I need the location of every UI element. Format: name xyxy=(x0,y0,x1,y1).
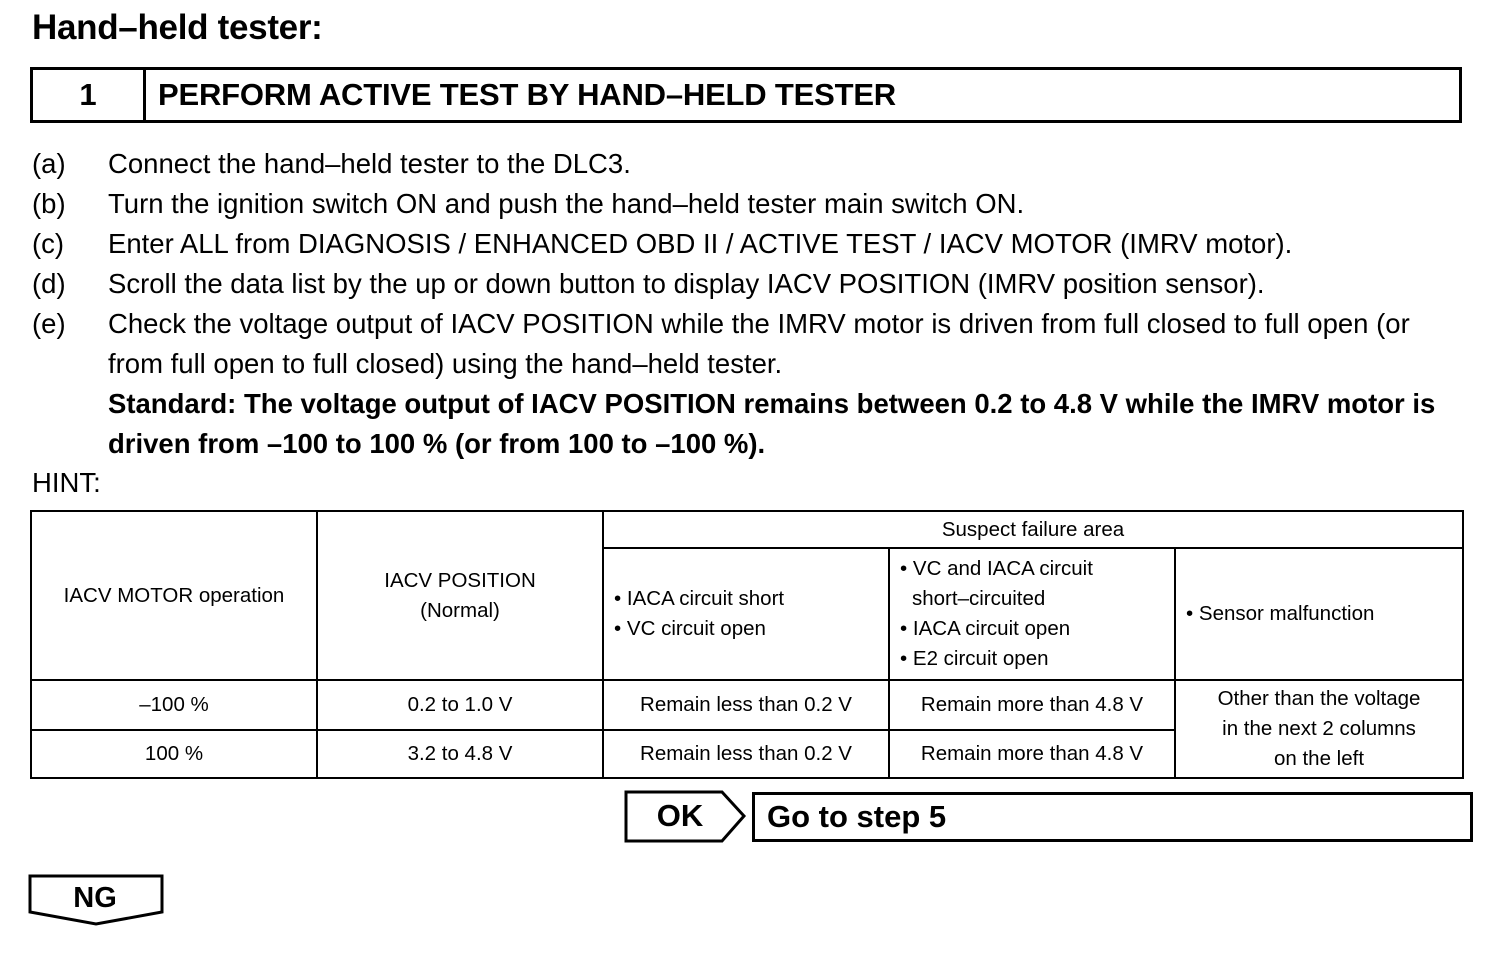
instruction-text: Turn the ignition switch ON and push the hand–held tester main switch ON. xyxy=(108,188,1025,219)
ok-destination: Go to step 5 xyxy=(752,792,1473,842)
cell-suspect-a: Remain less than 0.2 V xyxy=(603,730,889,778)
suspect-b-item: • IACA circuit open xyxy=(900,617,1071,640)
suspect-col-a xyxy=(603,548,889,680)
instruction-text: Connect the hand–held tester to the DLC3. xyxy=(108,148,631,179)
instruction-label: (b) xyxy=(32,188,66,219)
cell-position: 0.2 to 1.0 V xyxy=(317,680,603,730)
instruction-e xyxy=(32,304,1472,464)
ok-label: OK xyxy=(656,798,704,833)
header-iacv-position-line1: IACV POSITION xyxy=(384,568,536,592)
suspect-b-item-cont: short–circuited xyxy=(912,587,1046,610)
instruction-label: (a) xyxy=(32,148,66,179)
cell-operation: 100 % xyxy=(31,730,317,778)
instruction-b xyxy=(32,184,1472,224)
step-title: PERFORM ACTIVE TEST BY HAND–HELD TESTER xyxy=(158,77,896,112)
hint-label: HINT: xyxy=(32,467,101,498)
instruction-text: Enter ALL from DIAGNOSIS / ENHANCED OBD II / ACTIVE TEST / IACV MOTOR (IMRV motor). xyxy=(108,228,1293,259)
instruction-a xyxy=(32,144,1472,184)
instruction-text: Scroll the data list by the up or down button to display IACV POSITION (IMRV position sensor). xyxy=(108,268,1265,299)
header-suspect-failure-area: Suspect failure area xyxy=(603,511,1463,548)
suspect-a-item: • IACA circuit short xyxy=(614,587,785,610)
cell-operation: –100 % xyxy=(31,680,317,730)
header-iacv-motor-operation: IACV MOTOR operation xyxy=(31,511,317,680)
bullet-icon: • xyxy=(900,617,908,640)
cell-position: 3.2 to 4.8 V xyxy=(317,730,603,778)
step-number: 1 xyxy=(33,70,146,120)
bullet-icon: • xyxy=(614,617,622,640)
instruction-label: (d) xyxy=(32,268,66,299)
header-iacv-position xyxy=(317,511,603,680)
suspect-b-item: • E2 circuit open xyxy=(900,647,1049,670)
instruction-e-text: Check the voltage output of IACV POSITION while the IMRV motor is driven from full closed to full open (or from full open to full closed) using the hand–held tester. xyxy=(108,308,1410,379)
instruction-label: (e) xyxy=(32,308,66,339)
instruction-list xyxy=(32,144,1472,464)
suspect-a-item: • VC circuit open xyxy=(614,617,766,640)
suspect-c-item: • Sensor malfunction xyxy=(1186,602,1375,625)
suspect-col-b xyxy=(889,548,1175,680)
table-row xyxy=(31,680,1463,730)
cell-suspect-c: Other than the voltage in the next 2 columns on the left xyxy=(1175,680,1463,778)
instruction-c xyxy=(32,224,1472,264)
page-title: Hand–held tester: xyxy=(32,8,323,47)
instruction-label: (c) xyxy=(32,228,65,259)
cell-suspect-a: Remain less than 0.2 V xyxy=(603,680,889,730)
suspect-col-c xyxy=(1175,548,1463,680)
bullet-icon: • xyxy=(614,587,622,610)
standard-statement: Standard: The voltage output of IACV POSITION remains between 0.2 to 4.8 V while the IMRV motor is driven from –100 to 100 % (or from 100 to –100 %). xyxy=(108,388,1436,459)
header-iacv-position-line2: (Normal) xyxy=(420,598,500,622)
instruction-text xyxy=(108,304,1472,464)
ng-label: NG xyxy=(73,881,117,914)
bullet-icon: • xyxy=(900,557,908,580)
hint-table xyxy=(30,510,1464,779)
bullet-icon: • xyxy=(900,647,908,670)
suspect-b-item: • VC and IACA circuit xyxy=(900,557,1093,580)
cell-suspect-b: Remain more than 4.8 V xyxy=(889,730,1175,778)
cell-suspect-b: Remain more than 4.8 V xyxy=(889,680,1175,730)
step-header xyxy=(30,67,1462,123)
bullet-icon: • xyxy=(1186,602,1194,625)
instruction-d xyxy=(32,264,1472,304)
